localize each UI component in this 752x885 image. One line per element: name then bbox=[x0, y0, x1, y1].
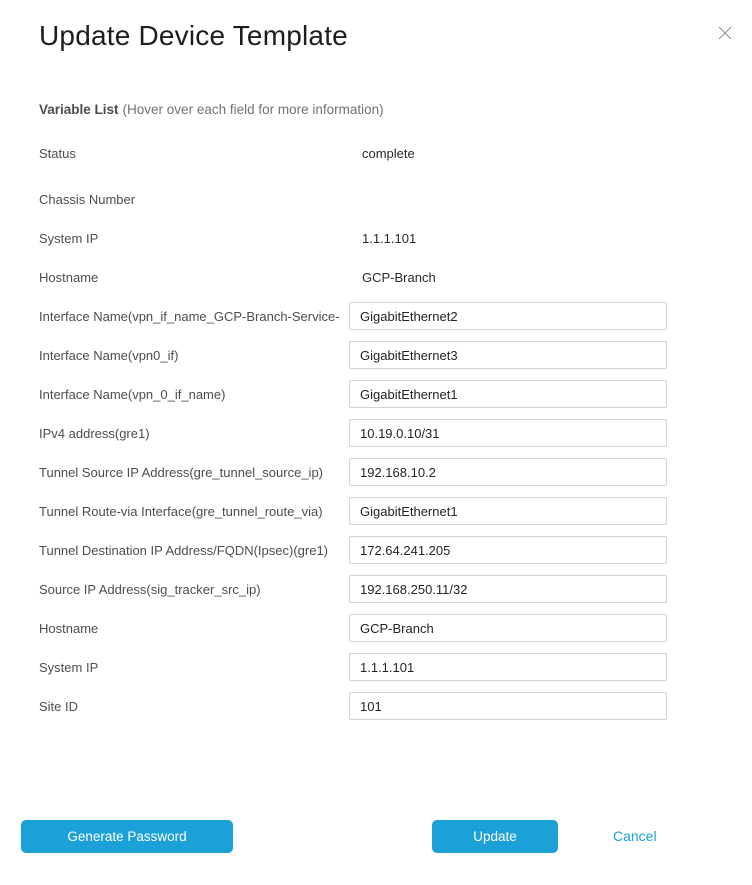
field-row-interface-name-service bbox=[0, 302, 752, 330]
field-label: IPv4 address(gre1) bbox=[39, 425, 150, 441]
field-row-tunnel-destination-ip bbox=[0, 536, 752, 564]
field-row-source-ip-tracker bbox=[0, 575, 752, 603]
tunnel-destination-ip-input[interactable] bbox=[349, 536, 667, 564]
system-ip-input[interactable] bbox=[349, 653, 667, 681]
field-label: System IP bbox=[39, 659, 99, 675]
field-label: Tunnel Destination IP Address/FQDN(Ipsec)(gre1) bbox=[39, 542, 329, 558]
field-label: Tunnel Source IP Address(gre_tunnel_source_ip) bbox=[39, 464, 324, 480]
field-label: Interface Name(vpn_0_if_name) bbox=[39, 386, 226, 402]
field-label: Source IP Address(sig_tracker_src_ip) bbox=[39, 581, 261, 597]
update-button[interactable]: Update bbox=[432, 820, 558, 853]
field-label: Hostname bbox=[39, 269, 99, 285]
variable-rows bbox=[0, 139, 752, 720]
cancel-button[interactable]: Cancel bbox=[613, 820, 657, 853]
system-ip-value: 1.1.1.101 bbox=[362, 230, 417, 246]
field-label: Site ID bbox=[39, 698, 79, 714]
variable-list-hint: (Hover over each field for more information) bbox=[122, 102, 384, 117]
field-label: Status bbox=[39, 145, 76, 161]
field-row-site-id bbox=[0, 692, 752, 720]
status-value: complete bbox=[362, 145, 415, 161]
field-row-system-ip-input bbox=[0, 653, 752, 681]
tunnel-source-ip-input[interactable] bbox=[349, 458, 667, 486]
field-row-system-ip-static bbox=[0, 224, 752, 252]
field-row-status bbox=[0, 139, 752, 167]
generate-password-button[interactable]: Generate Password bbox=[21, 820, 233, 853]
field-label: Interface Name(vpn0_if) bbox=[39, 347, 179, 363]
tunnel-route-via-input[interactable] bbox=[349, 497, 667, 525]
dialog-footer bbox=[0, 820, 752, 853]
source-ip-tracker-input[interactable] bbox=[349, 575, 667, 603]
field-label: Chassis Number bbox=[39, 191, 136, 207]
variable-list-title: Variable List bbox=[39, 102, 119, 117]
interface-name-vpn0-if-input[interactable] bbox=[349, 341, 667, 369]
field-row-hostname-input bbox=[0, 614, 752, 642]
interface-name-vpn-0-if-name-input[interactable] bbox=[349, 380, 667, 408]
close-icon[interactable] bbox=[717, 25, 733, 41]
field-label: System IP bbox=[39, 230, 99, 246]
field-row-tunnel-source-ip bbox=[0, 458, 752, 486]
interface-name-service-input[interactable] bbox=[349, 302, 667, 330]
update-device-template-dialog bbox=[0, 20, 752, 885]
field-row-interface-name-vpn-0-if-name bbox=[0, 380, 752, 408]
field-row-tunnel-route-via bbox=[0, 497, 752, 525]
field-label: Interface Name(vpn_if_name_GCP-Branch-Service- bbox=[39, 308, 340, 324]
field-row-ipv4-address-gre1 bbox=[0, 419, 752, 447]
page-title: Update Device Template bbox=[39, 20, 348, 51]
hostname-input[interactable] bbox=[349, 614, 667, 642]
field-row-interface-name-vpn0-if bbox=[0, 341, 752, 369]
site-id-input[interactable] bbox=[349, 692, 667, 720]
variable-list-header bbox=[39, 102, 713, 117]
field-row-hostname-static bbox=[0, 263, 752, 291]
field-label: Hostname bbox=[39, 620, 99, 636]
field-label: Tunnel Route-via Interface(gre_tunnel_route_via) bbox=[39, 503, 323, 519]
ipv4-address-gre1-input[interactable] bbox=[349, 419, 667, 447]
field-row-chassis-number bbox=[0, 185, 752, 213]
hostname-value: GCP-Branch bbox=[362, 269, 436, 285]
